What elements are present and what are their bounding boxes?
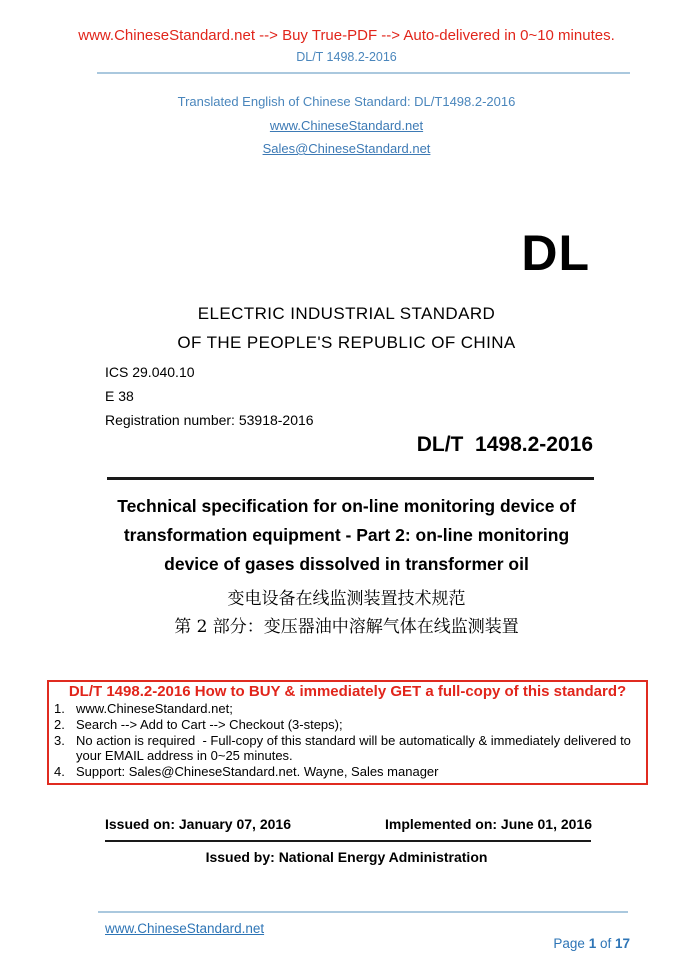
buy-item-text: Support: Sales@ChineseStandard.net. Wayne, Sales manager bbox=[76, 764, 439, 780]
buy-list-item bbox=[52, 701, 643, 717]
issued-on: Issued on: January 07, 2016 bbox=[105, 816, 291, 832]
issued-by: Issued by: National Energy Administration bbox=[205, 849, 488, 865]
buy-item-text: No action is required - Full-copy of this standard will be automatically & immediately delivered to your EMAIL address in 0~25 minutes. bbox=[76, 732, 635, 764]
standard-code-heading: DL/T 1498.2-2016 bbox=[416, 433, 593, 456]
buy-list-item bbox=[52, 717, 643, 733]
header-divider bbox=[97, 72, 630, 74]
class-code: E 38 bbox=[105, 388, 134, 404]
header-email-link-row bbox=[0, 140, 693, 158]
title-cn-line-1: 变电设备在线监测装置技术规范 bbox=[227, 589, 466, 609]
buy-list-item bbox=[52, 733, 643, 765]
buy-item-number: 1. bbox=[54, 701, 65, 716]
footer-page-indicator bbox=[538, 921, 630, 966]
promo-line: www.ChineseStandard.net --> Buy True-PDF --> Auto-delivered in 0~10 minutes. bbox=[78, 27, 615, 44]
dl-logo: DL bbox=[521, 225, 590, 281]
title-cn-line-2: 第 2 部分：变压器油中溶解气体在线监测装置 bbox=[174, 617, 519, 637]
header-site-link-row bbox=[0, 117, 693, 135]
org-line-1: ELECTRIC INDUSTRIAL STANDARD bbox=[197, 304, 496, 323]
footer-divider bbox=[98, 911, 628, 913]
issue-row bbox=[105, 816, 592, 832]
issue-divider bbox=[105, 840, 591, 842]
page-of: of bbox=[596, 936, 615, 951]
page-total: 17 bbox=[614, 936, 630, 951]
title-en-line-1: Technical specification for on-line monitoring device of bbox=[117, 496, 576, 516]
title-divider bbox=[107, 477, 594, 480]
buy-box-title: DL/T 1498.2-2016 How to BUY & immediately GET a full-copy of this standard? bbox=[68, 683, 627, 700]
registration-number: Registration number: 53918-2016 bbox=[105, 412, 314, 428]
title-en-line-3: device of gases dissolved in transformer oil bbox=[164, 554, 529, 574]
page-current: 1 bbox=[588, 936, 597, 951]
ics-code: ICS 29.040.10 bbox=[105, 364, 195, 380]
email-link[interactable]: Sales@ChineseStandard.net bbox=[262, 141, 431, 156]
translated-line: Translated English of Chinese Standard: DL/T1498.2-2016 bbox=[177, 94, 516, 109]
org-line-2: OF THE PEOPLE'S REPUBLIC OF CHINA bbox=[177, 333, 516, 352]
buy-item-text: Search --> Add to Cart --> Checkout (3-steps); bbox=[76, 716, 343, 732]
buy-item-number: 4. bbox=[54, 764, 65, 780]
buy-item-number: 3. bbox=[54, 732, 65, 748]
page-label: Page bbox=[553, 936, 589, 951]
buy-item-text: www.ChineseStandard.net; bbox=[76, 701, 233, 716]
site-link[interactable]: www.ChineseStandard.net bbox=[269, 118, 424, 133]
buy-list-item bbox=[52, 764, 643, 780]
buy-info-box bbox=[47, 680, 648, 785]
buy-item-number: 2. bbox=[54, 716, 65, 732]
implemented-on: Implemented on: June 01, 2016 bbox=[385, 816, 592, 832]
footer-site-link[interactable]: www.ChineseStandard.net bbox=[105, 921, 265, 936]
header-standard-code: DL/T 1498.2-2016 bbox=[296, 50, 397, 64]
title-en-line-2: transformation equipment - Part 2: on-line monitoring bbox=[123, 525, 570, 545]
